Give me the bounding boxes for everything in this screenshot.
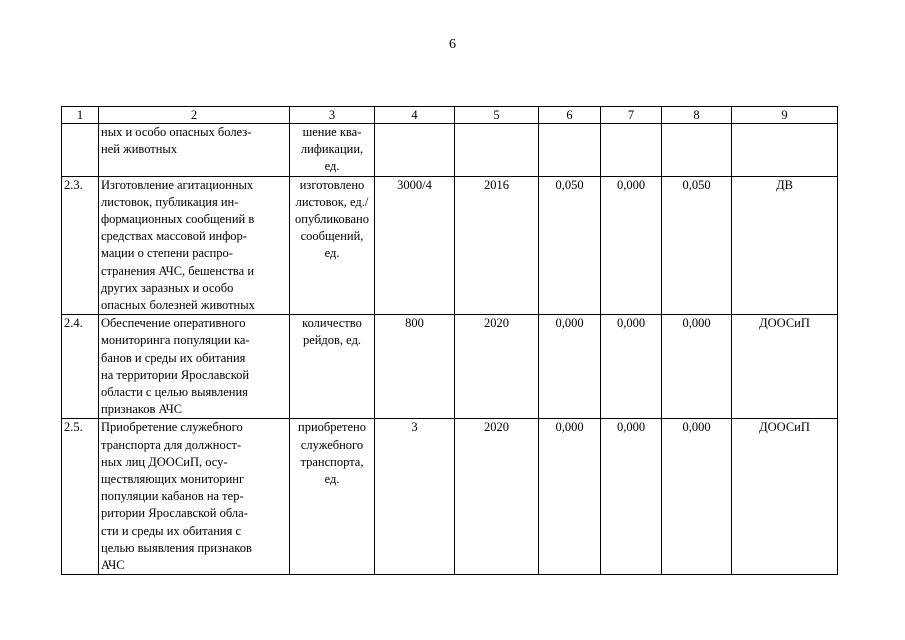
measure-name-cell xyxy=(99,315,290,419)
item-number-cell xyxy=(62,124,99,177)
table-body xyxy=(62,107,838,575)
column-header: 4 xyxy=(375,107,455,124)
amount-cell-6 xyxy=(539,124,601,177)
indicator-cell-line: приобретено xyxy=(298,420,366,435)
indicator-cell-line: служебного xyxy=(300,437,364,452)
measure-name-cell-line: странения АЧС, бешенства и xyxy=(101,263,255,278)
amount-cell-7 xyxy=(601,124,662,177)
indicator-cell xyxy=(290,315,375,419)
column-header: 3 xyxy=(290,107,375,124)
measure-name-cell-line: АЧС xyxy=(101,558,125,573)
column-header: 2 xyxy=(99,107,290,124)
indicator-cell-line: изготовлено xyxy=(299,177,365,192)
measure-name-cell-line: других заразных и особо xyxy=(101,280,234,295)
amount-cell-7: 0,000 xyxy=(601,315,662,419)
measure-name-cell-line: опасных болезней животных xyxy=(101,298,255,313)
column-header: 6 xyxy=(539,107,601,124)
item-number-cell: 2.5. xyxy=(62,419,99,575)
indicator-cell-line: ед. xyxy=(324,246,340,261)
indicator-cell-line: ед. xyxy=(324,472,340,487)
measure-name-cell-line: целью выявления признаков xyxy=(101,540,252,555)
year-cell: 2020 xyxy=(455,315,539,419)
amount-cell-6: 0,050 xyxy=(539,176,601,315)
indicator-cell-line: листовок, ед./ xyxy=(295,194,369,209)
amount-cell-6: 0,000 xyxy=(539,419,601,575)
measure-name-cell-line: Обеспечение оперативного xyxy=(101,316,246,331)
page-number: 6 xyxy=(449,37,456,52)
measure-name-cell-line: мации о степени распро- xyxy=(101,246,233,261)
measure-name-cell-line: средствах массовой инфор- xyxy=(101,229,247,244)
measure-name-cell-line: сти и среды их обитания с xyxy=(101,523,242,538)
year-cell: 2020 xyxy=(455,419,539,575)
measures-table xyxy=(61,106,838,575)
measure-name-cell-line: на территории Ярославской xyxy=(101,367,250,382)
indicator-cell xyxy=(290,124,375,177)
measure-name-cell-line: ритории Ярославской обла- xyxy=(101,506,248,521)
measure-name-cell-line: области с целью выявления xyxy=(101,385,248,400)
column-header: 5 xyxy=(455,107,539,124)
measure-name-cell-line: Приобретение служебного xyxy=(101,420,243,435)
indicator-cell-line: транспорта, xyxy=(300,454,364,469)
amount-cell-8: 0,050 xyxy=(662,176,732,315)
measure-name-cell-line: Изготовление агитационных xyxy=(101,177,254,192)
measure-name-cell-line: формационных сообщений в xyxy=(101,212,255,227)
measure-name-cell xyxy=(99,124,290,177)
table-row xyxy=(62,176,838,315)
measure-name-cell xyxy=(99,176,290,315)
executor-cell xyxy=(732,124,838,177)
amount-cell-6: 0,000 xyxy=(539,315,601,419)
indicator-cell-line: шение ква- xyxy=(302,125,362,139)
measure-name-cell-line: ней животных xyxy=(101,142,178,157)
table-row xyxy=(62,419,838,575)
item-number-cell: 2.4. xyxy=(62,315,99,419)
table-row xyxy=(62,315,838,419)
year-cell: 2016 xyxy=(455,176,539,315)
measure-name-cell-line: ных и особо опасных болез- xyxy=(101,125,252,139)
year-cell xyxy=(455,124,539,177)
measure-name-cell-line: листовок, публикация ин- xyxy=(101,194,239,209)
indicator-cell xyxy=(290,419,375,575)
measure-name-cell xyxy=(99,419,290,575)
measure-name-cell-line: популяции кабанов на тер- xyxy=(101,489,244,504)
column-header: 7 xyxy=(601,107,662,124)
column-header: 9 xyxy=(732,107,838,124)
amount-cell-7: 0,000 xyxy=(601,419,662,575)
measure-name-cell-line: банов и среды их обитания xyxy=(101,350,246,365)
value-cell xyxy=(375,124,455,177)
measure-name-cell-line: мониторинга популяции ка- xyxy=(101,333,250,348)
executor-cell: ДООСиП xyxy=(732,315,838,419)
indicator-cell-line: рейдов, ед. xyxy=(302,333,362,348)
indicator-cell xyxy=(290,176,375,315)
amount-cell-8: 0,000 xyxy=(662,419,732,575)
measure-name-cell-line: ществляющих мониторинг xyxy=(101,472,245,487)
value-cell: 3000/4 xyxy=(375,176,455,315)
value-cell: 800 xyxy=(375,315,455,419)
indicator-cell-line: лификации, xyxy=(300,142,364,157)
measure-name-cell-line: ных лиц ДООСиП, осу- xyxy=(101,454,228,469)
column-header: 8 xyxy=(662,107,732,124)
amount-cell-8: 0,000 xyxy=(662,315,732,419)
amount-cell-8 xyxy=(662,124,732,177)
indicator-cell-line: количество xyxy=(302,316,362,331)
item-number-cell: 2.3. xyxy=(62,176,99,315)
table-row xyxy=(62,124,838,177)
amount-cell-7: 0,000 xyxy=(601,176,662,315)
indicator-cell-line: ед. xyxy=(324,159,340,174)
measure-name-cell-line: транспорта для должност- xyxy=(101,437,242,452)
measure-name-cell-line: признаков АЧС xyxy=(101,402,183,417)
indicator-cell-line: сообщений, xyxy=(300,229,364,244)
executor-cell: ДООСиП xyxy=(732,419,838,575)
table-header-row xyxy=(62,107,838,124)
column-header: 1 xyxy=(62,107,99,124)
executor-cell: ДВ xyxy=(732,176,838,315)
indicator-cell-line: опубликовано xyxy=(295,212,369,227)
value-cell: 3 xyxy=(375,419,455,575)
